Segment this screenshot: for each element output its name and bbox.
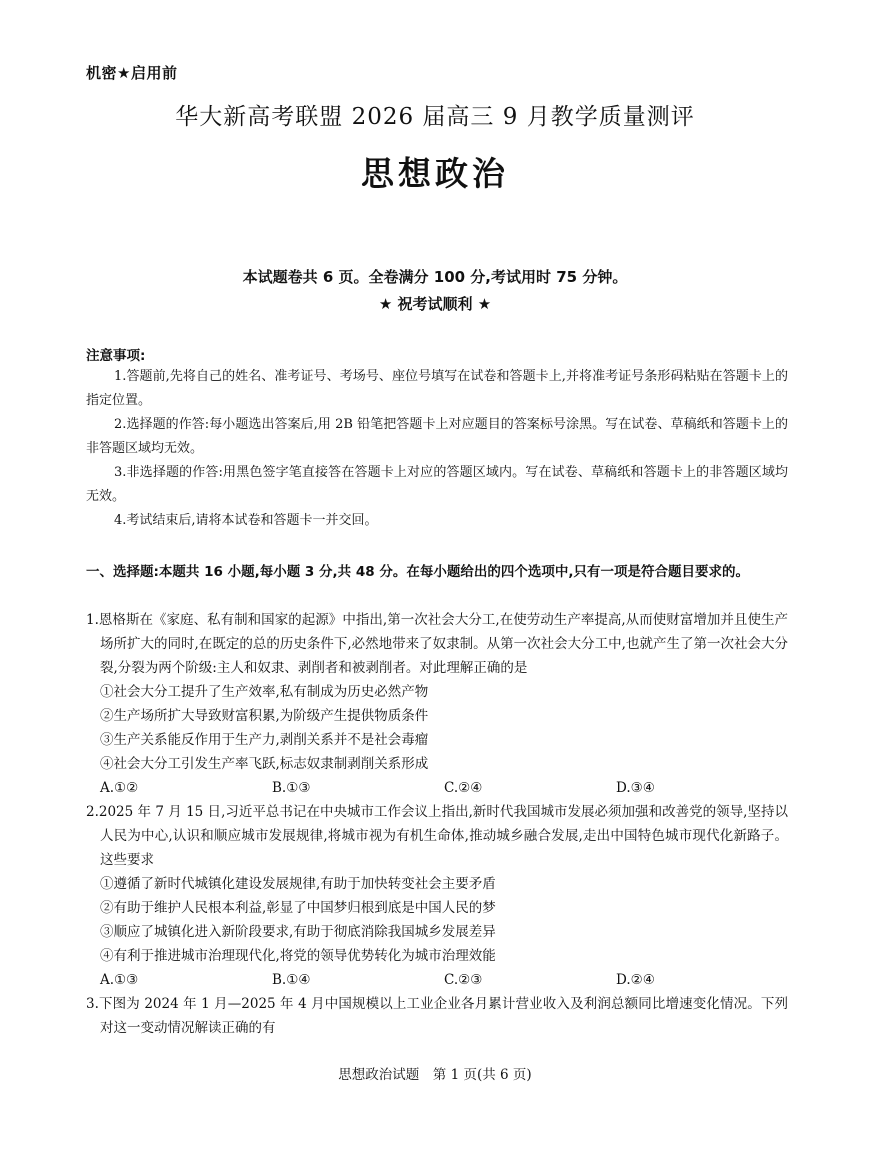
choice-c: C.②③ bbox=[444, 972, 483, 988]
choice-a: A.①③ bbox=[100, 972, 139, 988]
statement: ④有利于推进城市治理现代化,将党的领导优势转化为城市治理效能 bbox=[100, 948, 496, 964]
good-luck-line: ★ 祝考试顺利 ★ bbox=[378, 295, 492, 313]
page-footer: 思想政治试题 第 1 页(共 6 页) bbox=[338, 1067, 532, 1083]
questions-list bbox=[86, 608, 788, 1040]
answer-choices bbox=[86, 776, 788, 800]
answer-choices bbox=[86, 968, 788, 992]
choice-b: B.①④ bbox=[272, 972, 311, 988]
subject-title: 思想政治 bbox=[361, 154, 509, 193]
question-1 bbox=[86, 608, 788, 800]
statement: ②生产场所扩大导致财富积累,为阶级产生提供物质条件 bbox=[100, 708, 429, 724]
notice-item: 3.非选择题的作答:用黑色签字笔直接答在答题卡上对应的答题区域内。写在试卷、草稿纸和答题卡上的非答题区域均无效。 bbox=[86, 465, 788, 504]
choice-c: C.②④ bbox=[444, 780, 483, 796]
statement: ④社会大分工引发生产率飞跃,标志奴隶制剥削关系形成 bbox=[100, 756, 429, 772]
section-heading: 一、选择题:本题共 16 小题,每小题 3 分,共 48 分。在每小题给出的四个选项中,只有一项是符合题目要求的。 bbox=[86, 564, 749, 580]
exam-title: 华大新高考联盟 2026 届高三 9 月教学质量测评 bbox=[175, 104, 695, 130]
choice-b: B.①③ bbox=[272, 780, 311, 796]
question-stem: 3.下图为 2024 年 1 月—2025 年 4 月中国规模以上工业企业各月累计营业收入及利润总额同比增速变化情况。下列对这一变动情况解读正确的有 bbox=[86, 996, 788, 1036]
statement: ①遵循了新时代城镇化建设发展规律,有助于加快转变社会主要矛盾 bbox=[100, 876, 496, 892]
statement: ②有助于维护人民根本利益,彰显了中国梦归根到底是中国人民的梦 bbox=[100, 900, 496, 916]
notice-list bbox=[86, 365, 788, 533]
question-2 bbox=[86, 800, 788, 992]
question-stem: 1.恩格斯在《家庭、私有制和国家的起源》中指出,第一次社会大分工,在使劳动生产率提高,从而使财富增加并且使生产场所扩大的同时,在既定的总的历史条件下,必然地带来了奴隶制。从第一次社会大分工中,也就产生了第一次社会大分裂,分裂为两个阶级:主人和奴隶、剥削者和被剥削者。对此理解正确的是 bbox=[86, 612, 788, 676]
confidential-label: 机密★启用前 bbox=[86, 64, 178, 82]
notice-heading: 注意事项: bbox=[86, 348, 146, 364]
exam-info: 本试题卷共 6 页。全卷满分 100 分,考试用时 75 分钟。 bbox=[242, 268, 628, 286]
choice-a: A.①② bbox=[100, 780, 139, 796]
statement: ①社会大分工提升了生产效率,私有制成为历史必然产物 bbox=[100, 684, 429, 700]
statement: ③生产关系能反作用于生产力,剥削关系并不是社会毒瘤 bbox=[100, 732, 429, 748]
notice-item: 4.考试结束后,请将本试卷和答题卡一并交回。 bbox=[114, 513, 378, 528]
question-3 bbox=[86, 992, 788, 1040]
choice-d: D.③④ bbox=[616, 780, 655, 796]
notice-item: 1.答题前,先将自己的姓名、准考证号、考场号、座位号填写在试卷和答题卡上,并将准考证号条形码粘贴在答题卡上的指定位置。 bbox=[86, 369, 788, 408]
choice-d: D.②④ bbox=[616, 972, 655, 988]
notice-item: 2.选择题的作答:每小题选出答案后,用 2B 铅笔把答题卡上对应题目的答案标号涂黑。写在试卷、草稿纸和答题卡上的非答题区域均无效。 bbox=[86, 417, 788, 456]
statement: ③顺应了城镇化进入新阶段要求,有助于彻底消除我国城乡发展差异 bbox=[100, 924, 496, 940]
question-stem: 2.2025 年 7 月 15 日,习近平总书记在中央城市工作会议上指出,新时代我国城市发展必须加强和改善党的领导,坚持以人民为中心,认识和顺应城市发展规律,将城市视为有机生命体,推动城乡融合发展,走出中国特色城市现代化新路子。这些要求 bbox=[86, 804, 788, 868]
